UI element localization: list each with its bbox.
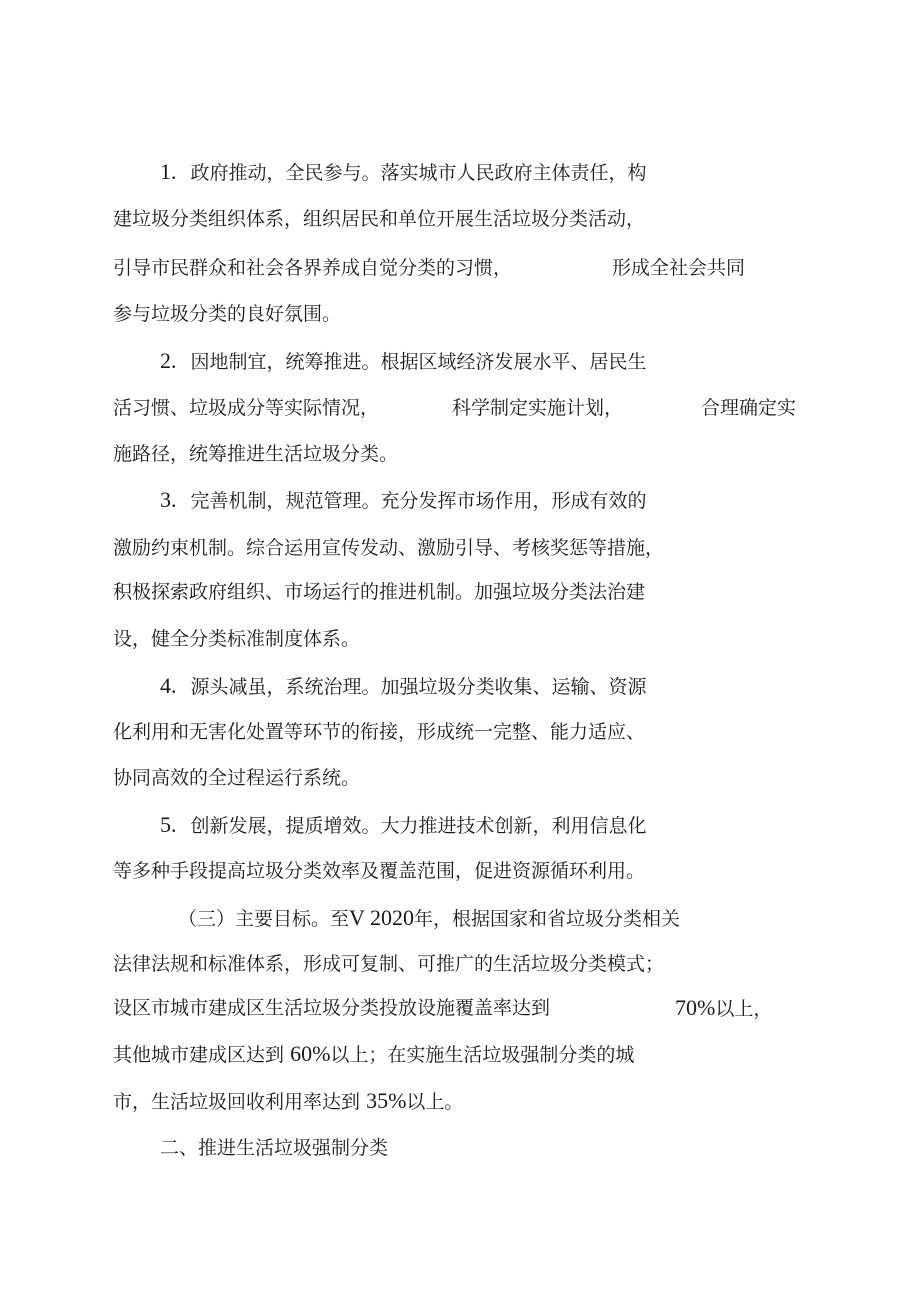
item3-line3: 积极探索政府组织、市场运行的推进机制。加强垃圾分类法治建 — [113, 581, 646, 603]
item2-line1 — [160, 349, 647, 374]
goals-line5-part3: 以上。 — [406, 1091, 464, 1113]
item5-line2: 等多种手段提高垃圾分类效率及覆盖范围，促进资源循环利用。 — [113, 860, 646, 882]
goals-line4-part1: 其他城市建成区达到 — [113, 1044, 285, 1066]
item3-text-line1: 完善机制，规范管理。充分发挥市场作用，形成有效的 — [190, 490, 647, 512]
goals-line4-part3: 以上；在实施生活垃圾强制分类的城 — [330, 1044, 635, 1066]
item1-line2: 建垃圾分类组织体系，组织居民和单位开展生活垃圾分类活动， — [113, 208, 646, 230]
goals-line3-part1: 设区市城市建成区生活垃圾分类投放设施覆盖率达到 — [113, 997, 551, 1019]
item3-line4: 设，健全分类标准制度体系。 — [113, 628, 361, 650]
goals-line3-part3: 以上， — [715, 998, 773, 1020]
item1-line3-part1: 引导市民群众和社会各界养成自觉分类的习惯， — [113, 257, 513, 279]
item3-number: 3. — [160, 487, 177, 512]
goals-year: V 2020 — [349, 905, 415, 930]
goals-line1-part3: 年，根据国家和省垃圾分类相关 — [414, 908, 681, 930]
section2-heading: 二、推进生活垃圾强制分类 — [160, 1137, 389, 1159]
goals-coverage-rate: 70% — [675, 995, 716, 1020]
goals-line3 — [113, 996, 813, 1022]
goals-line2: 法律法规和标准体系，形成可复制、可推广的生活垃圾分类模式； — [113, 953, 665, 975]
item1-line3 — [113, 256, 813, 280]
goals-recycle-rate: 35% — [366, 1088, 407, 1113]
item2-line2-part3: 合理确定实 — [701, 397, 797, 419]
item2-line3: 施路径，统筹推进生活垃圾分类。 — [113, 443, 399, 465]
item3-line1 — [160, 488, 647, 513]
goals-line1-part1: （三）主要目标。至 — [178, 908, 350, 930]
item1-line3-part2: 形成全社会共同 — [612, 257, 746, 279]
goals-line3-rate-group — [675, 996, 772, 1021]
item2-line2 — [113, 396, 833, 420]
item4-text-line1: 源头减虽，系统治理。加强垃圾分类收集、运输、资源 — [190, 676, 647, 698]
item1-line1 — [160, 160, 647, 185]
item2-number: 2. — [160, 348, 177, 373]
goals-line4 — [113, 1042, 634, 1067]
item2-line2-part2: 科学制定实施计划， — [452, 397, 624, 419]
item4-line1 — [160, 674, 647, 699]
item2-text-line1: 因地制宜，统筹推进。根据区域经济发展水平、居民生 — [190, 351, 647, 373]
item1-number: 1. — [160, 159, 177, 184]
item3-line2: 激励约束机制。综合运用宣传发动、激励引导、考核奖惩等措施， — [113, 537, 665, 559]
goals-line5-part1: 市，生活垃圾回收利用率达到 — [113, 1091, 361, 1113]
goals-other-rate: 60% — [290, 1041, 331, 1066]
item5-text-line1: 创新发展，提质增效。大力推进技术创新，利用信息化 — [190, 815, 647, 837]
item4-number: 4. — [160, 673, 177, 698]
item5-line1 — [160, 813, 647, 838]
item1-line4: 参与垃圾分类的良好氛围。 — [113, 303, 342, 325]
item4-line3: 协同高效的全过程运行系统。 — [113, 767, 361, 789]
goals-line5 — [113, 1089, 463, 1114]
item2-line2-part1: 活习惯、垃圾成分等实际情况， — [113, 397, 380, 419]
item1-text-line1: 政府推动，全民参与。落实城市人民政府主体责任，构 — [190, 162, 647, 184]
goals-line1 — [178, 906, 680, 931]
item5-number: 5. — [160, 812, 177, 837]
item4-line2: 化利用和无害化处置等环节的衔接，形成统一完整、能力适应、 — [113, 721, 646, 743]
